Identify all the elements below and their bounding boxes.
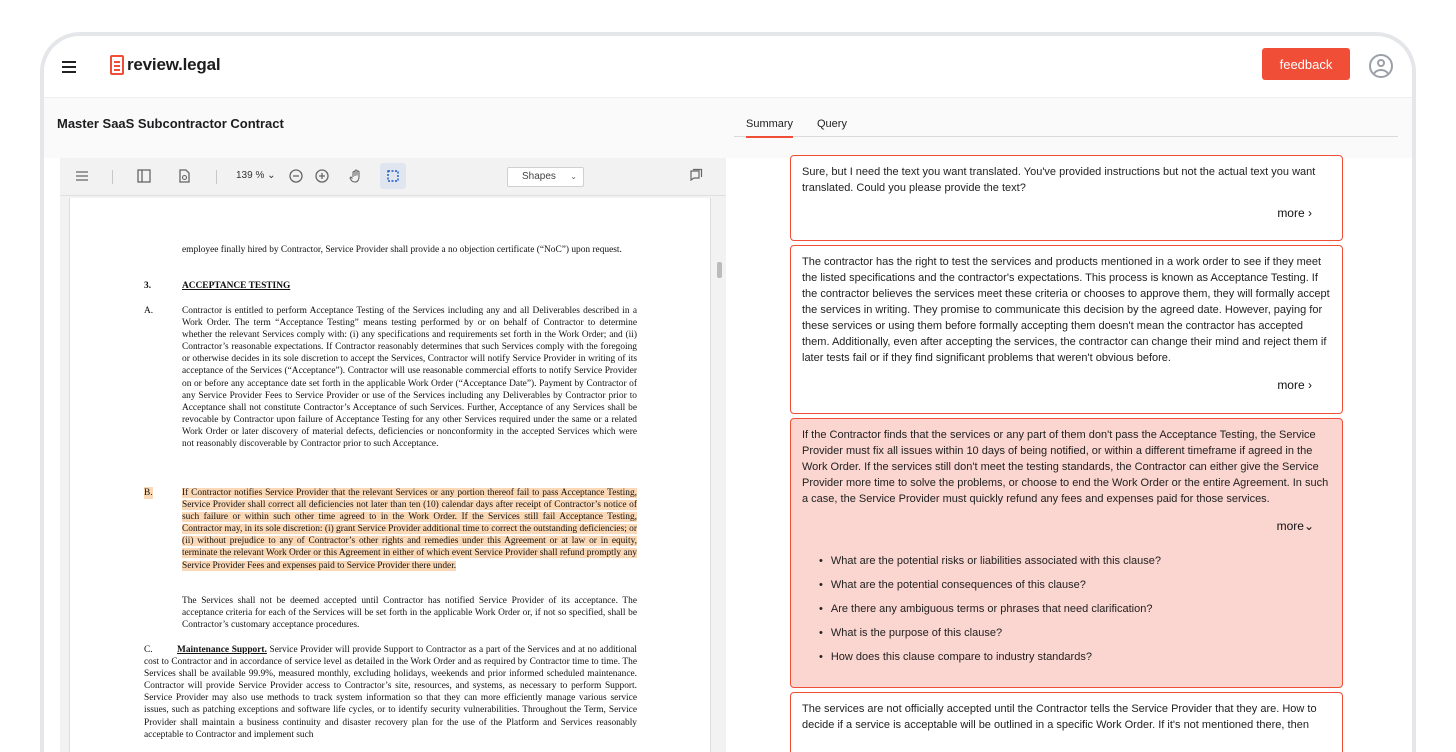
top-bar [44,36,1412,98]
clause-b-highlight: If Contractor notifies Service Provider that the relevant Services or any portion thereof fail to pass Acceptance Testing, Service Provider shall correct all deficiencies not later than ten (10) calendar days after receipt of Contractor’s notice of such failure or within such other time agreed to in the Work Order. If the Services still fail Acceptance Testing, Contractor may, in its sole discretion: (i) grant Service Provider additional time to correct the outstanding deficiencies; or (ii) without prejudice to any of Contractor’s other rights and remedies under this Agreement or at law or in equity, terminate the relevant Work Order or this Agreement in either of which event Service Provider shall refund promptly any Service Provider Fees and expenses paid to Service Provider there under. [182,488,637,571]
zoom-in-icon[interactable] [314,168,330,184]
chevron-down-icon: ⌄ [570,172,577,181]
summary-text: The contractor has the right to test the services and products mentioned in a work order to see if they meet the listed specifications and the contractor's expectations. This process is known as Acceptance Testing. If the contractor believes the services meet these criteria or chooses to approve them, they will formally accept the services in writing. They promise to communicate this decision by the agreed date. However, paying for these services or using them before formally accepting them doesn't mean the contractor has accepted them. Additionally, even after accepting the services, the contractor can change their mind and reject them if later tests fail or if they find significant problems that weren't obvious before. [802,256,1330,364]
question-item[interactable]: • What are the potential risks or liabilities associated with this clause? [819,549,1161,573]
clause-c-body: Service Provider will provide Support to Contractor as a part of the Services and at no additional cost to Contractor and in accordance of service level as detailed in the Work Order and as required by Contractor time to time. The Services shall be available 99.9%, measured monthly, excluding holidays, weekends and prior informed scheduled maintenance. Contractor will provide Service Provider access to Contractor’s site, resources, and systems, as necessary to perform Support. Service Provider may also use methods to track system information so that they can more efficiently manage various service issues, such as patching exceptions and software life cycles, or to identify security vulnerabilities. Throughout the Term, Service Provider shall maintain a business continuity and disaster recovery plan for the use of the Platform and Services reasonably acceptable to Contractor and implement such [144,645,637,740]
clause-b2-text: The Services shall not be deemed accepted until Contractor has notified Service Provider of its acceptance. The acceptance criteria for each of the Services will be set forth in the applicable Work Order or, if not so specified, shall be Contractor’s customary acceptance procedures. [182,596,637,631]
marquee-select-icon [385,168,401,184]
summary-card-selected[interactable] [790,418,1343,688]
section-title: ACCEPTANCE TESTING [182,281,291,291]
logo[interactable] [110,55,220,75]
more-button[interactable] [1277,377,1312,393]
question-item[interactable]: • How does this clause compare to industry standards? [819,645,1161,669]
shapes-label: Shapes [522,171,556,182]
more-button[interactable] [1277,205,1312,221]
panel-tabs [734,112,1398,137]
question-item[interactable]: • Are there any ambiguous terms or phrases that need clarification? [819,597,1161,621]
more-button[interactable] [1277,518,1314,534]
more-label: more [1277,206,1305,220]
document-search-icon[interactable] [176,168,192,184]
viewer-scrollbar[interactable] [717,262,722,278]
selection-tool-button[interactable] [380,163,406,189]
outline-menu-icon[interactable] [74,168,90,184]
suggested-questions [819,549,1161,669]
clause-b-text [182,487,637,572]
clause-a-label: A. [144,306,154,316]
sidebar-toggle-icon[interactable] [136,168,152,184]
clause-c-title: Maintenance Support. [177,645,267,655]
question-item[interactable]: • What is the purpose of this clause? [819,621,1161,645]
clause-a-text: Contractor is entitled to perform Acceptance Testing of the Services including any and all Deliverables described in a Work Order. The term “Acceptance Testing” means testing performed by or on behalf of Contractor to determine whether the relevant Services comply with: (i) any specifications and requirements set forth in the Work Order; and (ii) Contractor’s reasonable expectations. If Contractor reasonably determines that such Services comply with the foregoing or otherwise decides in its sole discretion to accept the Services, Contractor will notify Service Provider in writing of its acceptance of the Services (“Acceptance”). Contractor will use reasonable commercial efforts to notify Service Provider on or before any acceptance date set forth in the applicable Work Order (“Acceptance Date”). Payment by Contractor of any Service Provider Fees to Service Provider or use of the Services including any Deliverables by Contractor prior to Acceptance shall not constitute Contractor’s Acceptance of such Services. Further, Acceptance of any Services shall be revocable by Contractor upon failure of Acceptance Testing for any other Services required under the same or a related Work Order or later discovery of material defects, deficiencies or nonconformity in the accepted Services which were not reasonably discoverable by Contractor prior to such Acceptance. [182,306,637,450]
pdf-page [69,198,711,752]
toolbar-divider [216,170,217,184]
chevron-down-icon: ⌄ [1303,519,1314,533]
document-title: Master SaaS Subcontractor Contract [57,116,284,131]
comments-icon[interactable] [688,168,704,184]
logo-icon [110,55,124,75]
logo-text: review.legal [127,55,221,74]
summary-card[interactable] [790,245,1343,414]
chevron-right-icon: › [1308,206,1312,220]
question-item[interactable]: • What are the potential consequences of this clause? [819,573,1161,597]
summary-card[interactable] [790,692,1343,752]
chevron-right-icon: › [1308,378,1312,392]
summary-text: The services are not officially accepted until the Contractor tells the Service Provider that they are. How to decide if a service is acceptable will be outlined in a specific Work Order. If it's not mentioned there, then [802,703,1317,731]
more-label: more [1276,519,1304,533]
more-label: more [1277,378,1305,392]
summary-text: Sure, but I need the text you want translated. You've provided instructions but not the actual text you want translated. Could you please provide the text? [802,166,1316,194]
clause-c-label: C. [144,645,153,655]
zoom-out-icon[interactable] [288,168,304,184]
pan-hand-icon[interactable] [348,168,364,184]
clause-b-label: B. [144,488,153,498]
zoom-level[interactable]: 139 % ⌄ [236,170,276,181]
feedback-button[interactable]: feedback [1262,48,1350,80]
app-window [40,32,1416,752]
intro-paragraph: employee finally hired by Contractor, Service Provider shall provide a no objection certificate (“NoC”) upon request. [182,245,622,255]
section-number: 3. [144,281,152,291]
zoom-value: 139 % [236,170,265,181]
menu-icon[interactable] [62,61,76,73]
summary-text: If the Contractor finds that the services or any part of them don't pass the Acceptance Testing, the Service Provider must fix all issues within 10 days of being notified, or within a different timeframe if agreed in the Work Order. If the services still don't meet the testing standards, the Contractor can either give the Service Provider more time to solve the problems, or choose to end the Work Order or the entire Agreement. In such a case, the Service Provider must quickly refund any fees and expenses paid for those services. [802,429,1329,505]
pdf-toolbar [60,158,726,196]
tab-query[interactable]: Query [817,118,847,130]
clause-c-text [144,644,637,741]
toolbar-divider [112,170,113,184]
summary-card[interactable] [790,155,1343,241]
user-avatar-icon[interactable] [1369,54,1393,78]
tab-summary[interactable]: Summary [746,118,793,138]
shapes-dropdown[interactable] [507,167,584,187]
